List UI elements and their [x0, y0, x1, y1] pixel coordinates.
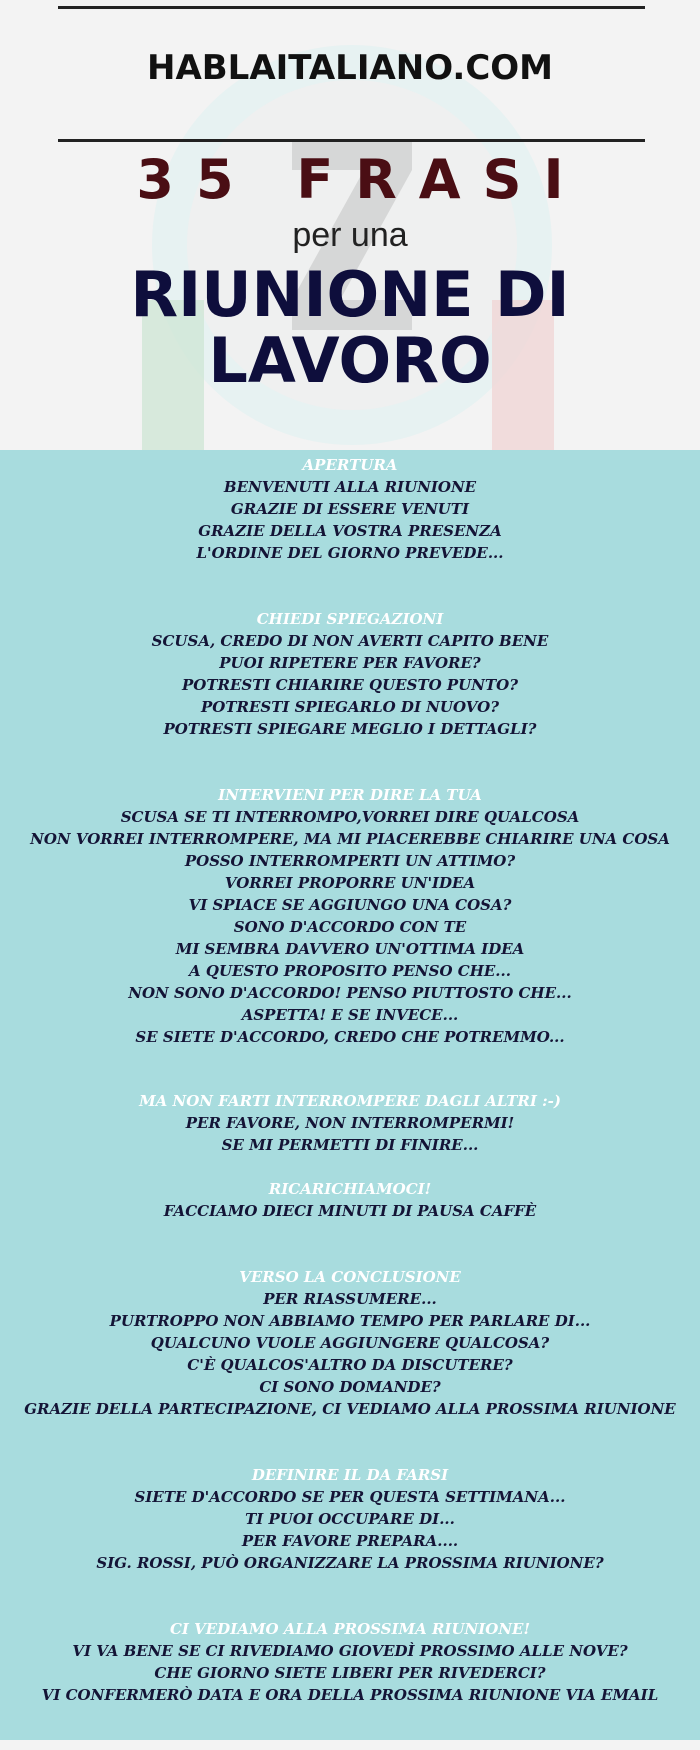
- phrase: CI SONO DOMANDE?: [259, 1378, 441, 1396]
- phrase: PER FAVORE, NON INTERROMPERMI!: [185, 1114, 515, 1132]
- phrase: L'ORDINE DEL GIORNO PREVEDE...: [196, 544, 504, 562]
- section-ricarichiamoci: [0, 1178, 700, 1222]
- section-title: DEFINIRE IL DA FARSI: [251, 1466, 449, 1484]
- bottom-strip: [0, 1740, 700, 1750]
- phrase: SE MI PERMETTI DI FINIRE...: [221, 1136, 479, 1154]
- phrase: POTRESTI SPIEGARLO DI NUOVO?: [200, 698, 500, 716]
- section-title: INTERVIENI PER DIRE LA TUA: [218, 786, 482, 804]
- phrase: FACCIAMO DIECI MINUTI DI PAUSA CAFFÈ: [163, 1202, 537, 1220]
- phrase: POTRESTI CHIARIRE QUESTO PUNTO?: [182, 676, 518, 694]
- phrase: GRAZIE DI ESSERE VENUTI: [230, 500, 470, 518]
- site-name: HABLAITALIANO.COM: [146, 48, 554, 88]
- phrase: SONO D'ACCORDO CON TE: [233, 918, 467, 936]
- top-rule: [58, 6, 645, 9]
- phrase: SE SIETE D'ACCORDO, CREDO CHE POTREMMO...: [135, 1028, 565, 1046]
- section-title: APERTURA: [302, 456, 398, 474]
- count-title: 35 FRASI: [136, 148, 586, 211]
- main-title-line-2: LAVORO: [208, 324, 492, 397]
- phrase: QUALCUNO VUOLE AGGIUNGERE QUALCOSA?: [150, 1334, 550, 1352]
- phrase: C'È QUALCOS'ALTRO DA DISCUTERE?: [187, 1356, 513, 1374]
- section-title: CHIEDI SPIEGAZIONI: [256, 610, 444, 628]
- phrase: PUOI RIPETERE PER FAVORE?: [219, 654, 481, 672]
- phrase: PER RIASSUMERE...: [263, 1290, 437, 1308]
- phrase: SIG. ROSSI, PUÒ ORGANIZZARE LA PROSSIMA RIUNIONE?: [96, 1554, 604, 1572]
- phrase: VORREI PROPORRE UN'IDEA: [224, 874, 476, 892]
- section-intervieni: [0, 784, 700, 1048]
- phrase: POTRESTI SPIEGARE MEGLIO I DETTAGLI?: [163, 720, 537, 738]
- section-definire-il-da-farsi: [0, 1464, 700, 1574]
- phrase: PER FAVORE PREPARA....: [241, 1532, 459, 1550]
- main-title: [0, 258, 700, 397]
- phrase: SIETE D'ACCORDO SE PER QUESTA SETTIMANA...: [134, 1488, 566, 1506]
- main-title-line-1: RIUNIONE DI: [130, 258, 570, 331]
- phrase: SCUSA, CREDO DI NON AVERTI CAPITO BENE: [151, 632, 549, 650]
- phrase: BENVENUTI ALLA RIUNIONE: [223, 478, 477, 496]
- phrase: A QUESTO PROPOSITO PENSO CHE...: [189, 962, 511, 980]
- phrases-panel: [0, 450, 700, 1750]
- section-title: VERSO LA CONCLUSIONE: [239, 1268, 461, 1286]
- section-non-farti-interrompere: [0, 1090, 700, 1156]
- section-ci-vediamo: [0, 1618, 700, 1706]
- phrase: TI PUOI OCCUPARE DI...: [245, 1510, 455, 1528]
- section-title: MA NON FARTI INTERROMPERE DAGLI ALTRI :-): [139, 1092, 561, 1110]
- bottom-rule: [58, 139, 645, 142]
- header: [0, 0, 700, 450]
- phrase: GRAZIE DELLA PARTECIPAZIONE, CI VEDIAMO ALLA PROSSIMA RIUNIONE: [24, 1400, 676, 1418]
- phrase: VI SPIACE SE AGGIUNGO UNA COSA?: [188, 896, 512, 914]
- section-verso-la-conclusione: [0, 1266, 700, 1420]
- phrase: VI CONFERMERÒ DATA E ORA DELLA PROSSIMA RIUNIONE VIA EMAIL: [41, 1686, 659, 1704]
- section-apertura: [0, 454, 700, 564]
- phrase: MI SEMBRA DAVVERO UN'OTTIMA IDEA: [175, 940, 525, 958]
- phrase: VI VA BENE SE CI RIVEDIAMO GIOVEDÌ PROSSIMO ALLE NOVE?: [72, 1642, 628, 1660]
- phrase: NON SONO D'ACCORDO! PENSO PIUTTOSTO CHE...: [128, 984, 572, 1002]
- phrase: GRAZIE DELLA VOSTRA PRESENZA: [198, 522, 502, 540]
- phrase: POSSO INTERROMPERTI UN ATTIMO?: [184, 852, 516, 870]
- phrase: PURTROPPO NON ABBIAMO TEMPO PER PARLARE DI...: [109, 1312, 591, 1330]
- section-title: CI VEDIAMO ALLA PROSSIMA RIUNIONE!: [169, 1620, 531, 1638]
- subtitle: per una: [292, 216, 408, 254]
- section-title: RICARICHIAMOCI!: [268, 1180, 432, 1198]
- phrase: NON VORREI INTERROMPERE, MA MI PIACEREBBE CHIARIRE UNA COSA: [30, 830, 670, 848]
- phrase: SCUSA SE TI INTERROMPO,VORREI DIRE QUALCOSA: [120, 808, 580, 826]
- section-chiedi-spiegazioni: [0, 608, 700, 740]
- phrase: ASPETTA! E SE INVECE...: [241, 1006, 459, 1024]
- phrase: CHE GIORNO SIETE LIBERI PER RIVEDERCI?: [154, 1664, 546, 1682]
